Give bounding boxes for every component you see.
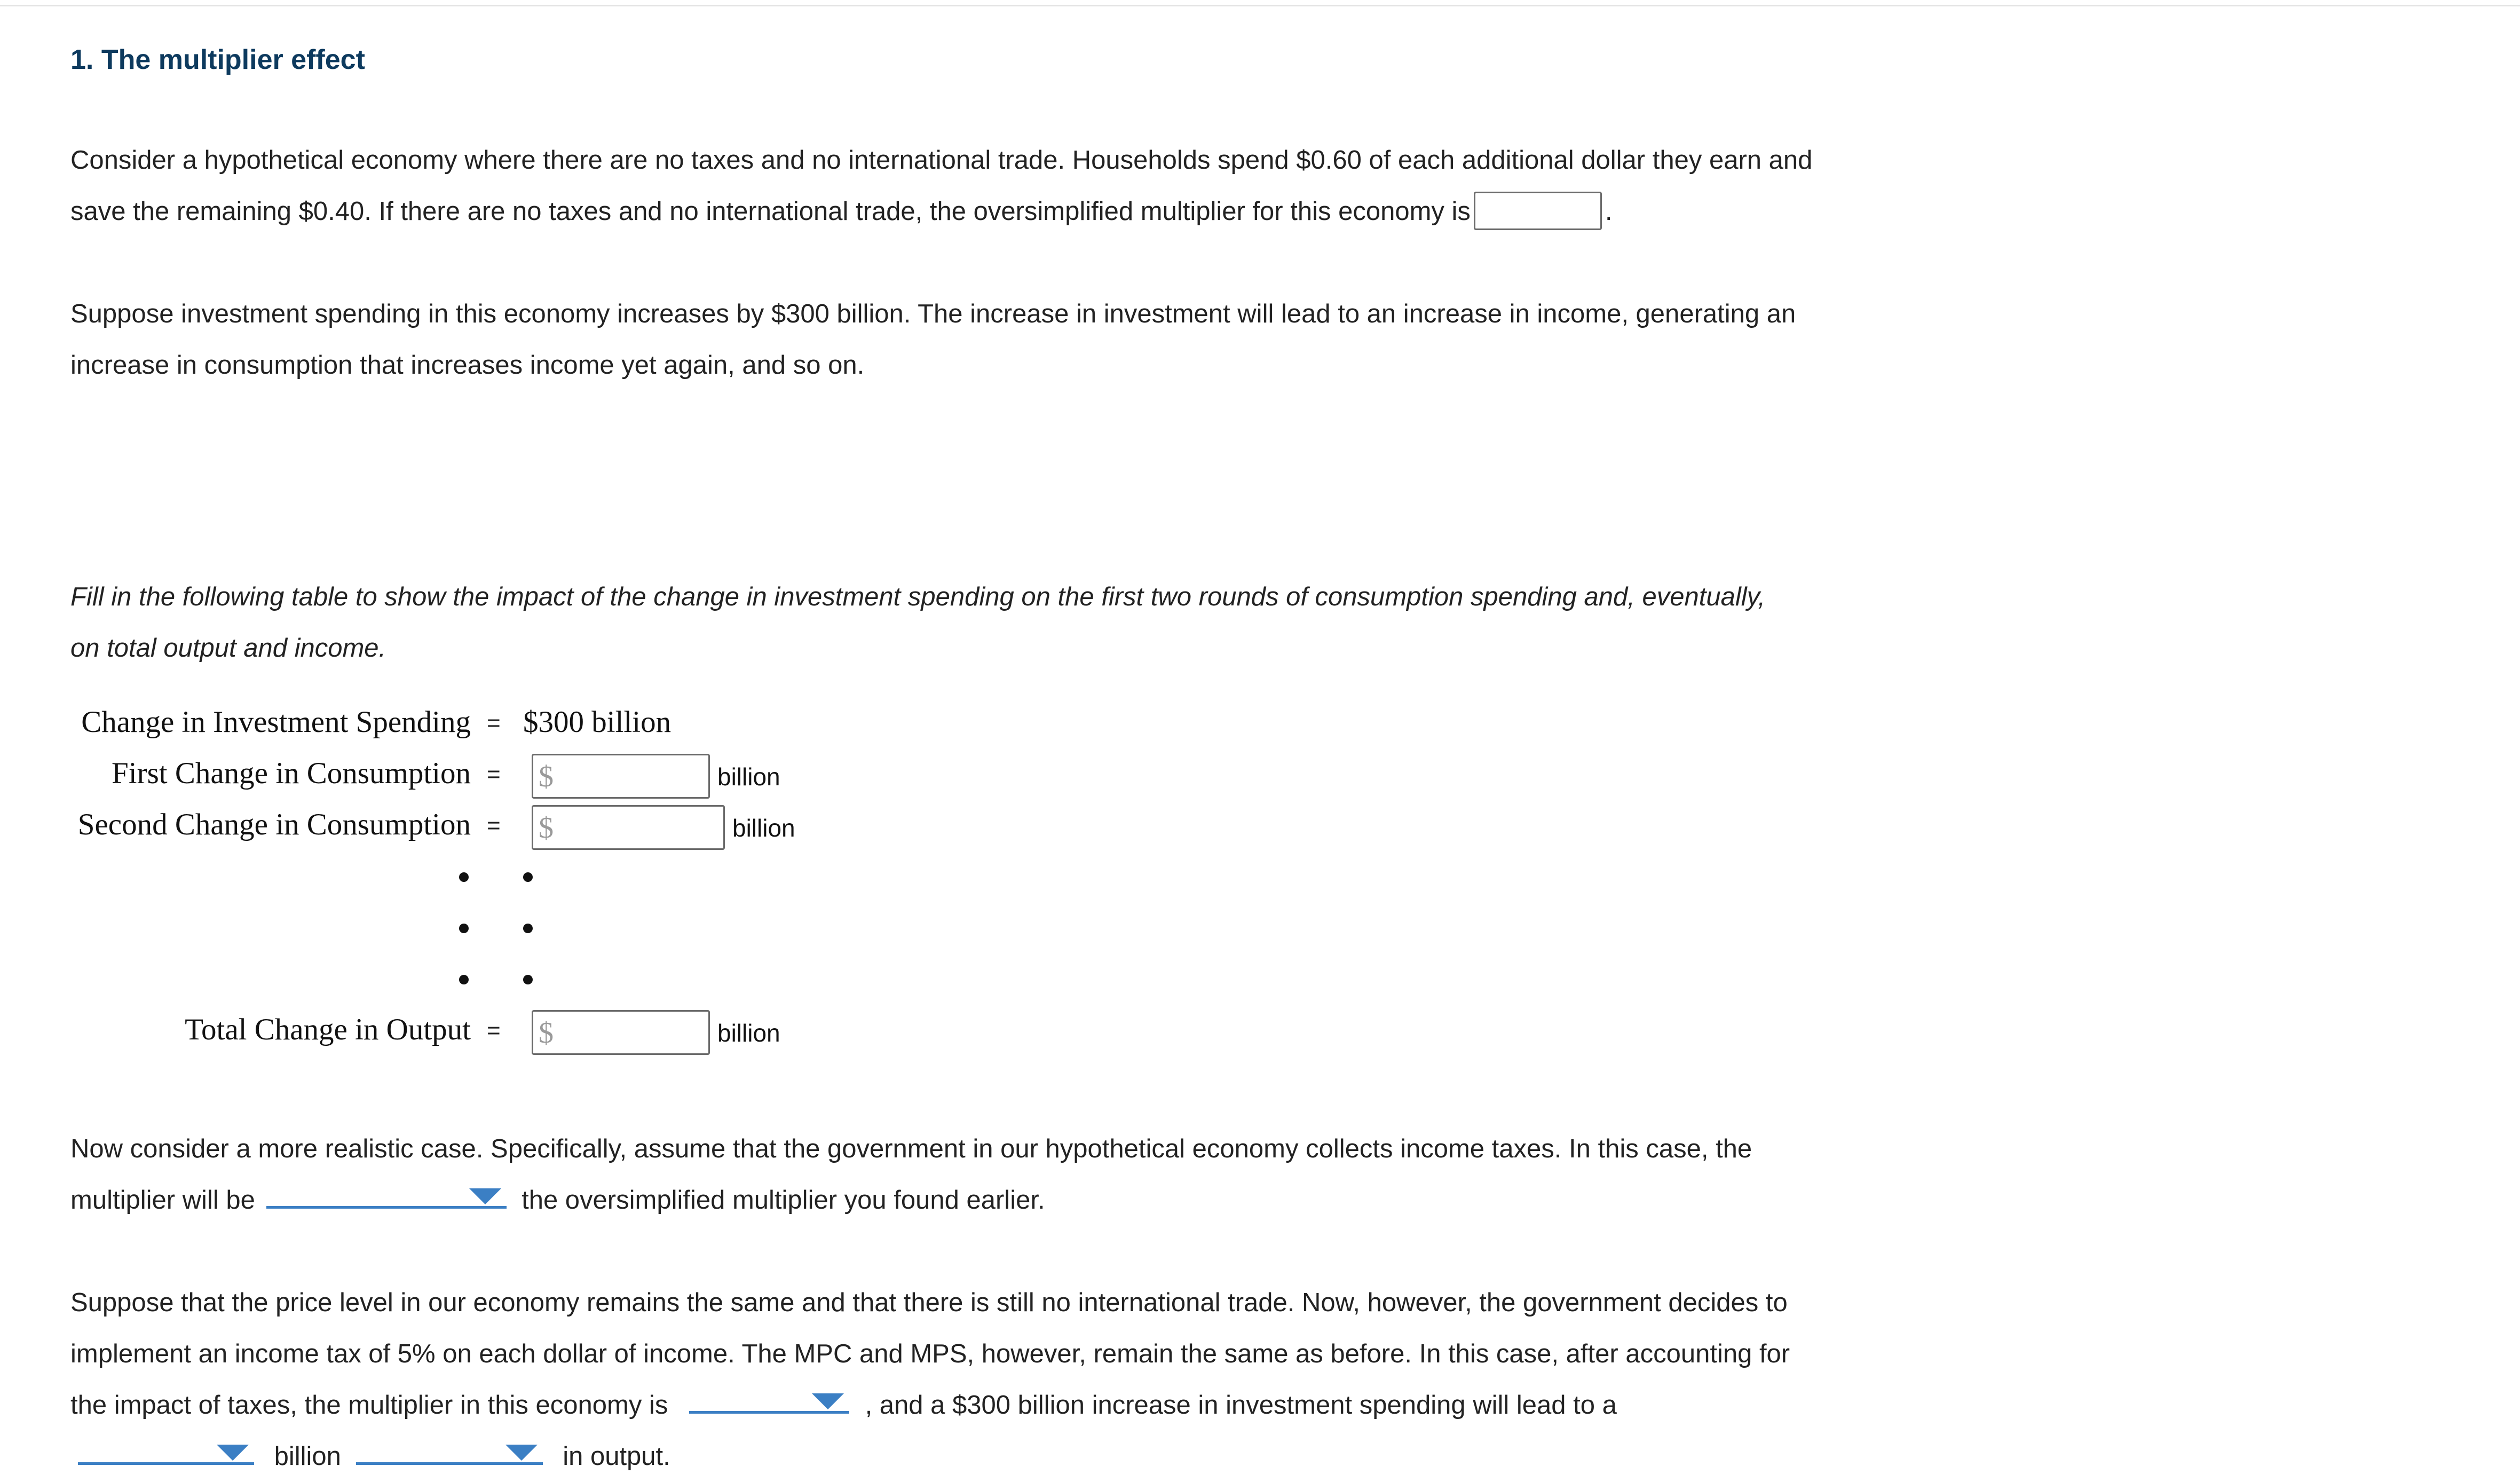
intro-line-2 — [70, 186, 1613, 237]
multiplier-comparison-dropdown[interactable] — [266, 1177, 507, 1209]
row-investment-label: Change in Investment Spending — [81, 705, 471, 739]
output-direction-dropdown[interactable] — [356, 1433, 543, 1465]
tax-line-4-post: in output. — [563, 1442, 670, 1471]
ellipsis-dot — [459, 872, 469, 882]
tax-line-3 — [70, 1379, 1617, 1431]
top-divider — [0, 5, 2520, 6]
ellipsis-dot — [523, 872, 533, 882]
ellipsis-dot — [523, 924, 533, 933]
realistic-line-2-pre: multiplier will be — [70, 1186, 255, 1215]
intro-period: . — [1605, 197, 1613, 226]
tax-multiplier-dropdown[interactable] — [689, 1382, 849, 1414]
realistic-line-1: Now consider a more realistic case. Specifically, assume that the government in our hypothetical economy collects income taxes. In this case, the — [70, 1134, 1752, 1163]
row-first-consumption-equals: = — [487, 761, 501, 787]
second-consumption-unit: billion — [732, 814, 795, 842]
chevron-down-icon — [469, 1188, 501, 1204]
row-investment-value: $300 billion — [523, 705, 672, 739]
intro-line-1: Consider a hypothetical economy where there are no taxes and no international trade. Households spend $0.60 of each additional dollar they earn and — [70, 146, 1813, 175]
tax-line-1: Suppose that the price level in our economy remains the same and that there is still no international trade. Now, however, the government decides to — [70, 1288, 1788, 1317]
investment-line-2: increase in consumption that increases income yet again, and so on. — [70, 351, 865, 380]
tax-line-3-post: , and a $300 billion increase in investment spending will lead to a — [865, 1391, 1617, 1420]
output-change-dropdown[interactable] — [78, 1433, 254, 1465]
row-second-consumption-equals: = — [487, 813, 501, 839]
total-output-dollar: $ — [539, 1016, 554, 1050]
question-title: 1. The multiplier effect — [70, 44, 365, 75]
ellipsis-dot — [459, 975, 469, 984]
row-investment-equals: = — [487, 710, 501, 736]
second-consumption-dollar: $ — [539, 811, 554, 845]
realistic-line-2-post: the oversimplified multiplier you found earlier. — [522, 1186, 1045, 1215]
row-second-consumption-label: Second Change in Consumption — [77, 808, 471, 841]
row-total-output-equals: = — [487, 1018, 501, 1044]
chevron-down-icon — [217, 1445, 249, 1461]
first-consumption-unit: billion — [717, 763, 780, 791]
tax-line-3-pre: the impact of taxes, the multiplier in this economy is — [70, 1391, 668, 1420]
tax-line-4-billion: billion — [274, 1442, 341, 1471]
ellipsis-dot — [459, 924, 469, 933]
row-total-output-label: Total Change in Output — [185, 1013, 471, 1046]
tax-line-2: implement an income tax of 5% on each dollar of income. The MPC and MPS, however, remain the same as before. In this case, after accounting for — [70, 1339, 1790, 1368]
instructions-line-1: Fill in the following table to show the impact of the change in investment spending on the first two rounds of consumption spending and, eventually, — [70, 582, 1766, 611]
intro-line-2-text: save the remaining $0.40. If there are no taxes and no international trade, the oversimplified multiplier for this economy is — [70, 197, 1471, 226]
total-output-input[interactable] — [532, 1010, 710, 1055]
multiplier-input[interactable] — [1474, 192, 1602, 230]
realistic-line-2 — [70, 1174, 1045, 1226]
instructions-line-2: on total output and income. — [70, 634, 386, 663]
ellipsis-dot — [523, 975, 533, 984]
chevron-down-icon — [505, 1445, 538, 1461]
row-first-consumption-label: First Change in Consumption — [112, 756, 471, 790]
chevron-down-icon — [812, 1393, 844, 1409]
total-output-unit: billion — [717, 1019, 780, 1047]
first-consumption-input[interactable] — [532, 754, 710, 799]
second-consumption-input[interactable] — [532, 805, 725, 850]
first-consumption-dollar: $ — [539, 760, 554, 793]
tax-line-4 — [78, 1431, 670, 1482]
investment-line-1: Suppose investment spending in this economy increases by $300 billion. The increase in investment will lead to an increase in income, generating an — [70, 299, 1796, 328]
